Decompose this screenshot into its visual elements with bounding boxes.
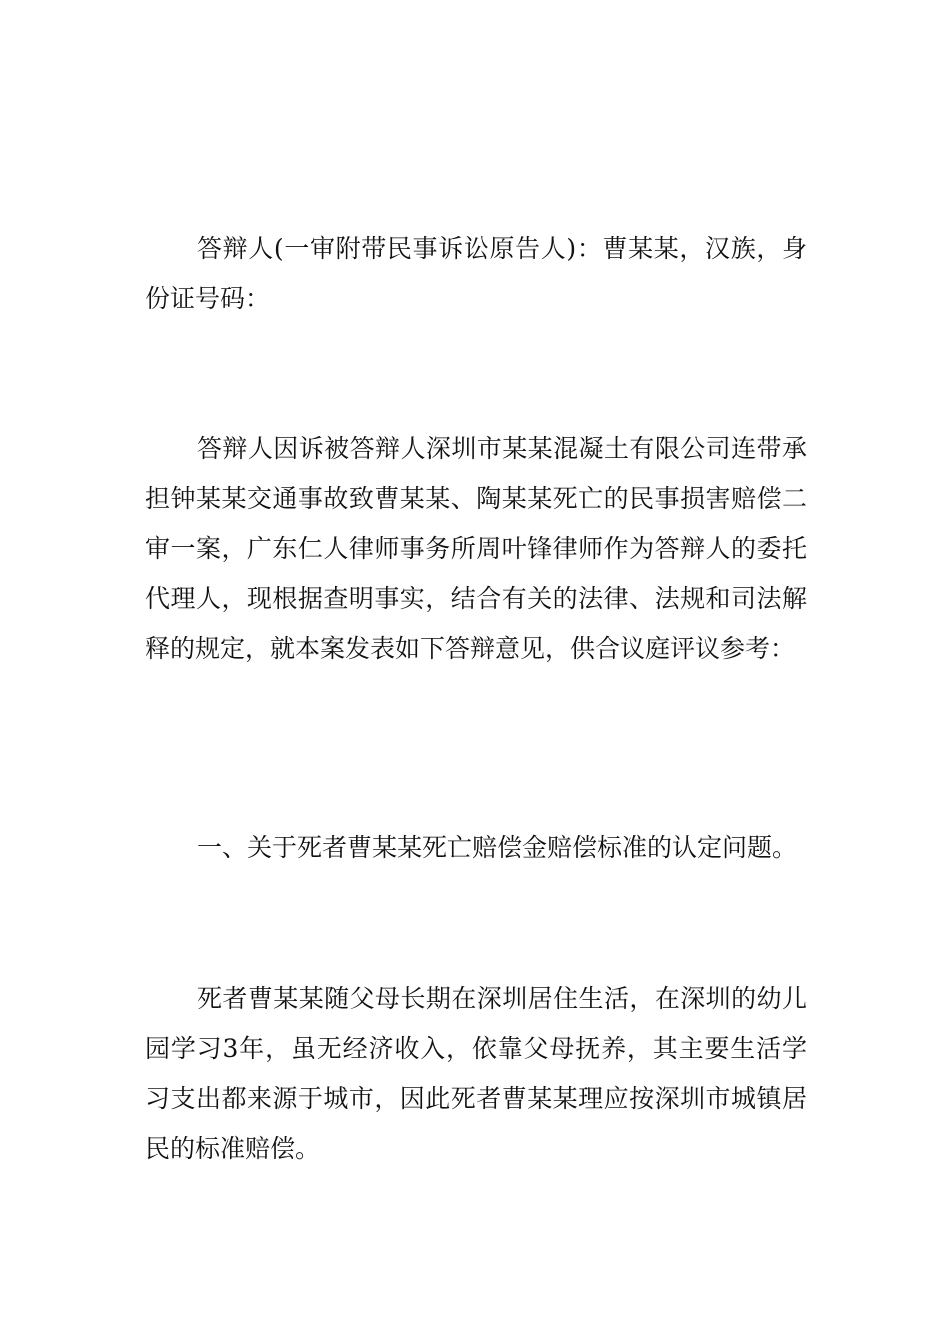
compensation-argument-paragraph: 死者曹某某随父母长期在深圳居住生活，在深圳的幼儿园学习3年，虽无经济收入，依靠父母抚养，其主要生活学习支出都来源于城市，因此死者曹某某理应按深圳市城镇居民的标准赔偿。 bbox=[145, 984, 807, 1163]
respondent-info-paragraph: 答辩人(一审附带民事诉讼原告人)：曹某某，汉族，身份证号码： bbox=[145, 234, 807, 313]
case-introduction-paragraph: 答辩人因诉被答辩人深圳市某某混凝土有限公司连带承担钟某某交通事故致曹某某、陶某某死亡的民事损害赔偿二审一案，广东仁人律师事务所周叶锋律师作为答辩人的委托代理人，现根据查明事实，结合有关的法律、法规和司法解释的规定，就本案发表如下答辩意见，供合议庭评议参考： bbox=[145, 434, 807, 663]
section-heading-one: 一、关于死者曹某某死亡赔偿金赔偿标准的认定问题。 bbox=[197, 833, 798, 862]
